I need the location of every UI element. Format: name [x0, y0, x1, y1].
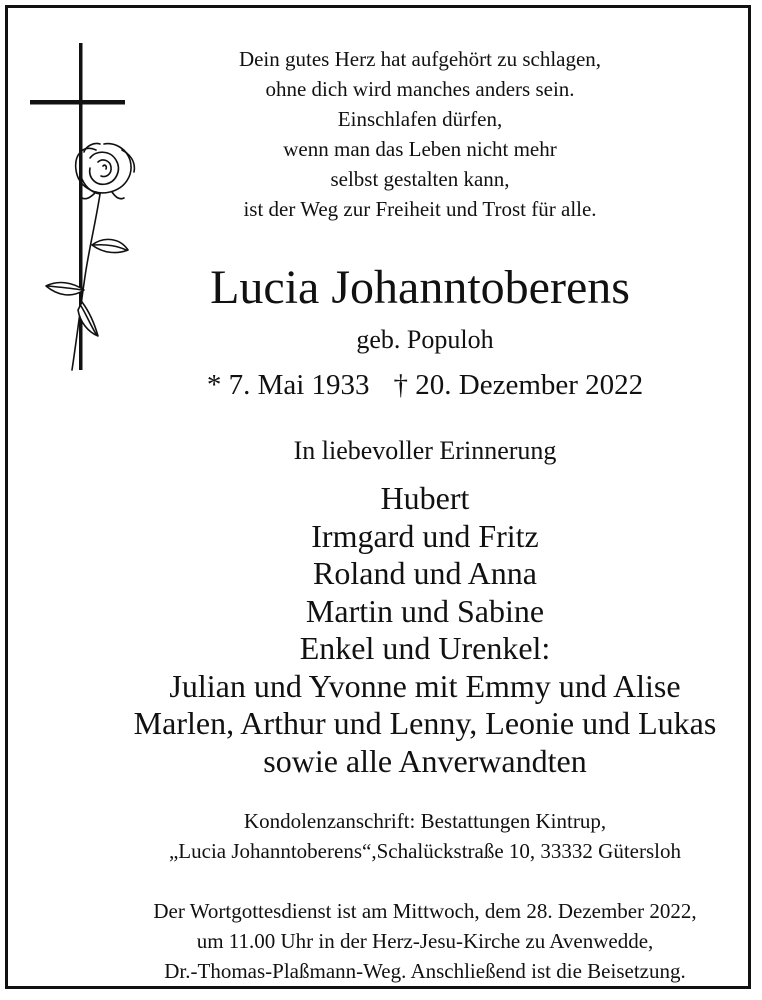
mourners-list — [60, 480, 762, 780]
poem-line: Dein gutes Herz hat aufgehört zu schlagen, — [238, 47, 602, 71]
mourner-line: Marlen, Arthur und Lenny, Leonie und Lukas — [133, 705, 717, 741]
remembrance-intro: In liebevoller Erinnerung — [293, 436, 557, 465]
condolence-address — [60, 806, 762, 866]
mourner-line: Irmgard und Fritz — [311, 517, 539, 554]
condolence-line: Kondolenzanschrift: Bestattungen Kintrup, — [243, 809, 607, 833]
poem-line: Einschlafen dürfen, — [337, 107, 503, 131]
poem-line: ist der Weg zur Freiheit und Trost für alle. — [243, 197, 597, 221]
mourner-line: Hubert — [380, 480, 470, 516]
cross-with-rose-emblem — [24, 40, 144, 400]
death-date: † 20. Dezember 2022 — [393, 369, 644, 401]
service-line: um 11.00 Uhr in der Herz-Jesu-Kirche zu Avenwedde, — [196, 929, 654, 953]
poem-line: ohne dich wird manches anders sein. — [265, 77, 575, 101]
birth-name: geb. Populoh — [356, 325, 494, 354]
mourner-line: Enkel und Urenkel: — [299, 630, 551, 666]
poem-block — [140, 44, 700, 224]
poem-line: selbst gestalten kann, — [330, 167, 510, 191]
deceased-name: Lucia Johanntoberens — [210, 261, 630, 314]
mourner-line: Julian und Yvonne mit Emmy und Alise — [169, 667, 681, 704]
mourner-line: Roland und Anna — [313, 555, 537, 591]
mourner-line: Martin und Sabine — [305, 592, 545, 629]
poem-line: wenn man das Leben nicht mehr — [283, 137, 557, 161]
rose-icon — [46, 143, 134, 370]
birth-date: * 7. Mai 1933 — [206, 369, 370, 401]
service-line: Dr.-Thomas-Plaßmann-Weg. Anschließend ist die Beisetzung. — [164, 959, 686, 983]
service-info — [60, 896, 762, 986]
condolence-line: „Lucia Johanntoberens“,Schalückstraße 10, 33332 Gütersloh — [168, 839, 682, 863]
mourner-line: sowie alle Anverwandten — [263, 742, 587, 779]
cross-icon — [30, 43, 125, 370]
service-line: Der Wortgottesdienst ist am Mittwoch, dem 28. Dezember 2022, — [153, 899, 697, 923]
life-dates — [150, 365, 700, 405]
